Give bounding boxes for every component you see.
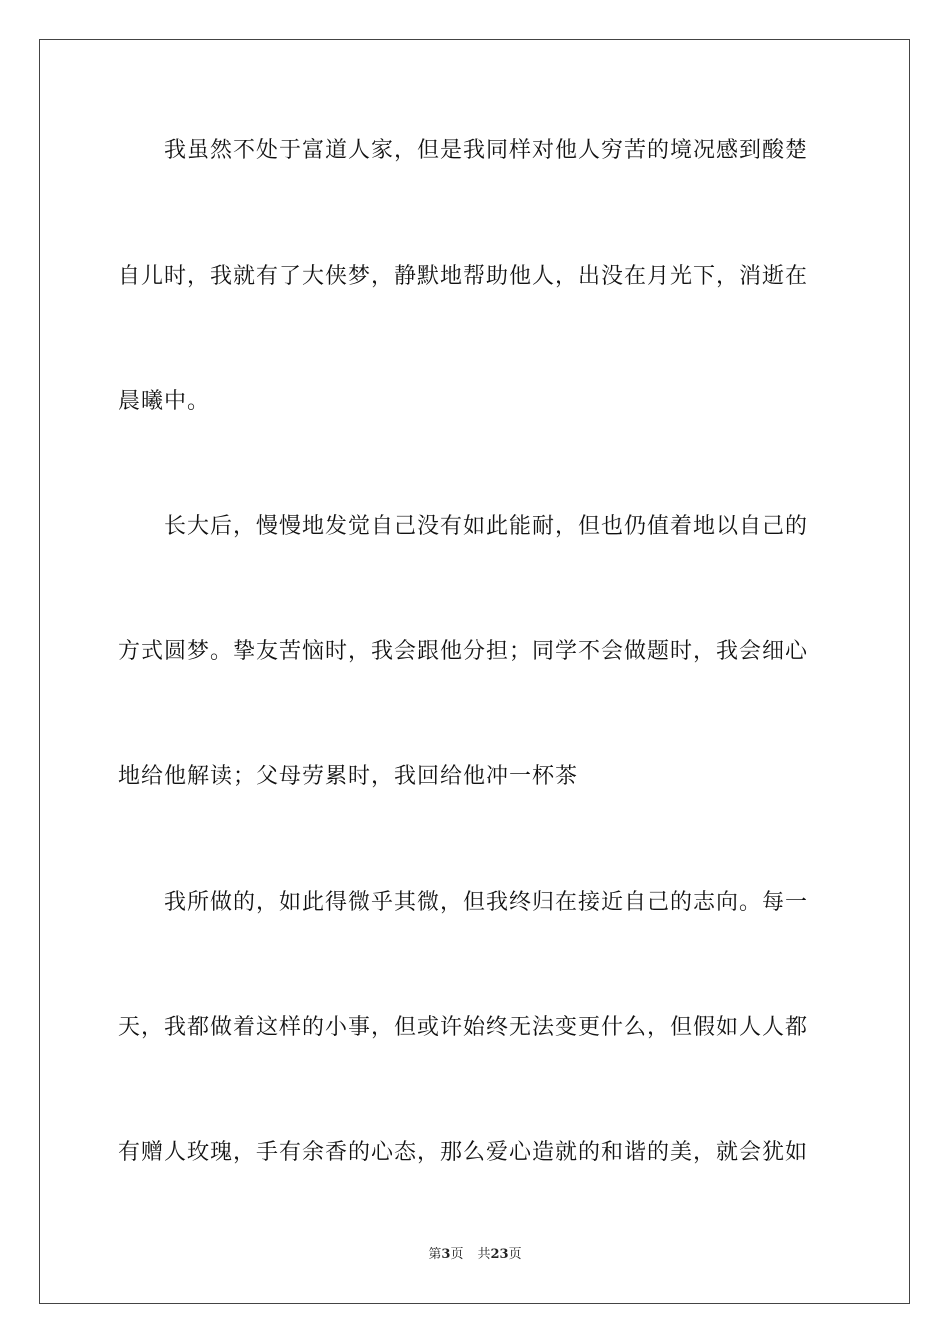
page-footer	[0, 1246, 950, 1264]
paragraph-1-line-1: 我虽然不处于富道人家，但是我同样对他人穷苦的境况感到酸楚	[164, 138, 809, 163]
paragraph-1-line-2: 自儿时，我就有了大侠梦，静默地帮助他人，出没在月光下，消逝在	[118, 264, 809, 289]
paragraph-2-line-2: 方式圆梦。挚友苦恼时，我会跟他分担；同学不会做题时，我会细心	[118, 639, 809, 664]
paragraph-1-line-3: 晨曦中。	[118, 389, 211, 414]
footer-page-number: 3	[441, 1247, 451, 1262]
paragraph-3-line-3: 有赠人玫瑰，手有余香的心态，那么爱心造就的和谐的美，就会犹如	[118, 1140, 809, 1165]
paragraph-2-line-1: 长大后，慢慢地发觉自己没有如此能耐，但也仍值着地以自己的	[164, 514, 809, 539]
paragraph-2-line-3: 地给他解读；父母劳累时，我回给他冲一杯茶	[118, 764, 579, 789]
footer-total-suffix: 页	[508, 1247, 522, 1262]
footer-page-suffix: 页	[450, 1247, 464, 1262]
page-border	[39, 39, 910, 1304]
footer-total-pages: 23	[490, 1247, 509, 1262]
footer-total-prefix: 共	[477, 1247, 491, 1262]
paragraph-3-line-1: 我所做的，如此得微乎其微，但我终归在接近自己的志向。每一	[164, 890, 809, 915]
paragraph-3-line-2: 天，我都做着这样的小事，但或许始终无法变更什么，但假如人人都	[118, 1015, 809, 1040]
footer-page-prefix: 第	[428, 1247, 442, 1262]
